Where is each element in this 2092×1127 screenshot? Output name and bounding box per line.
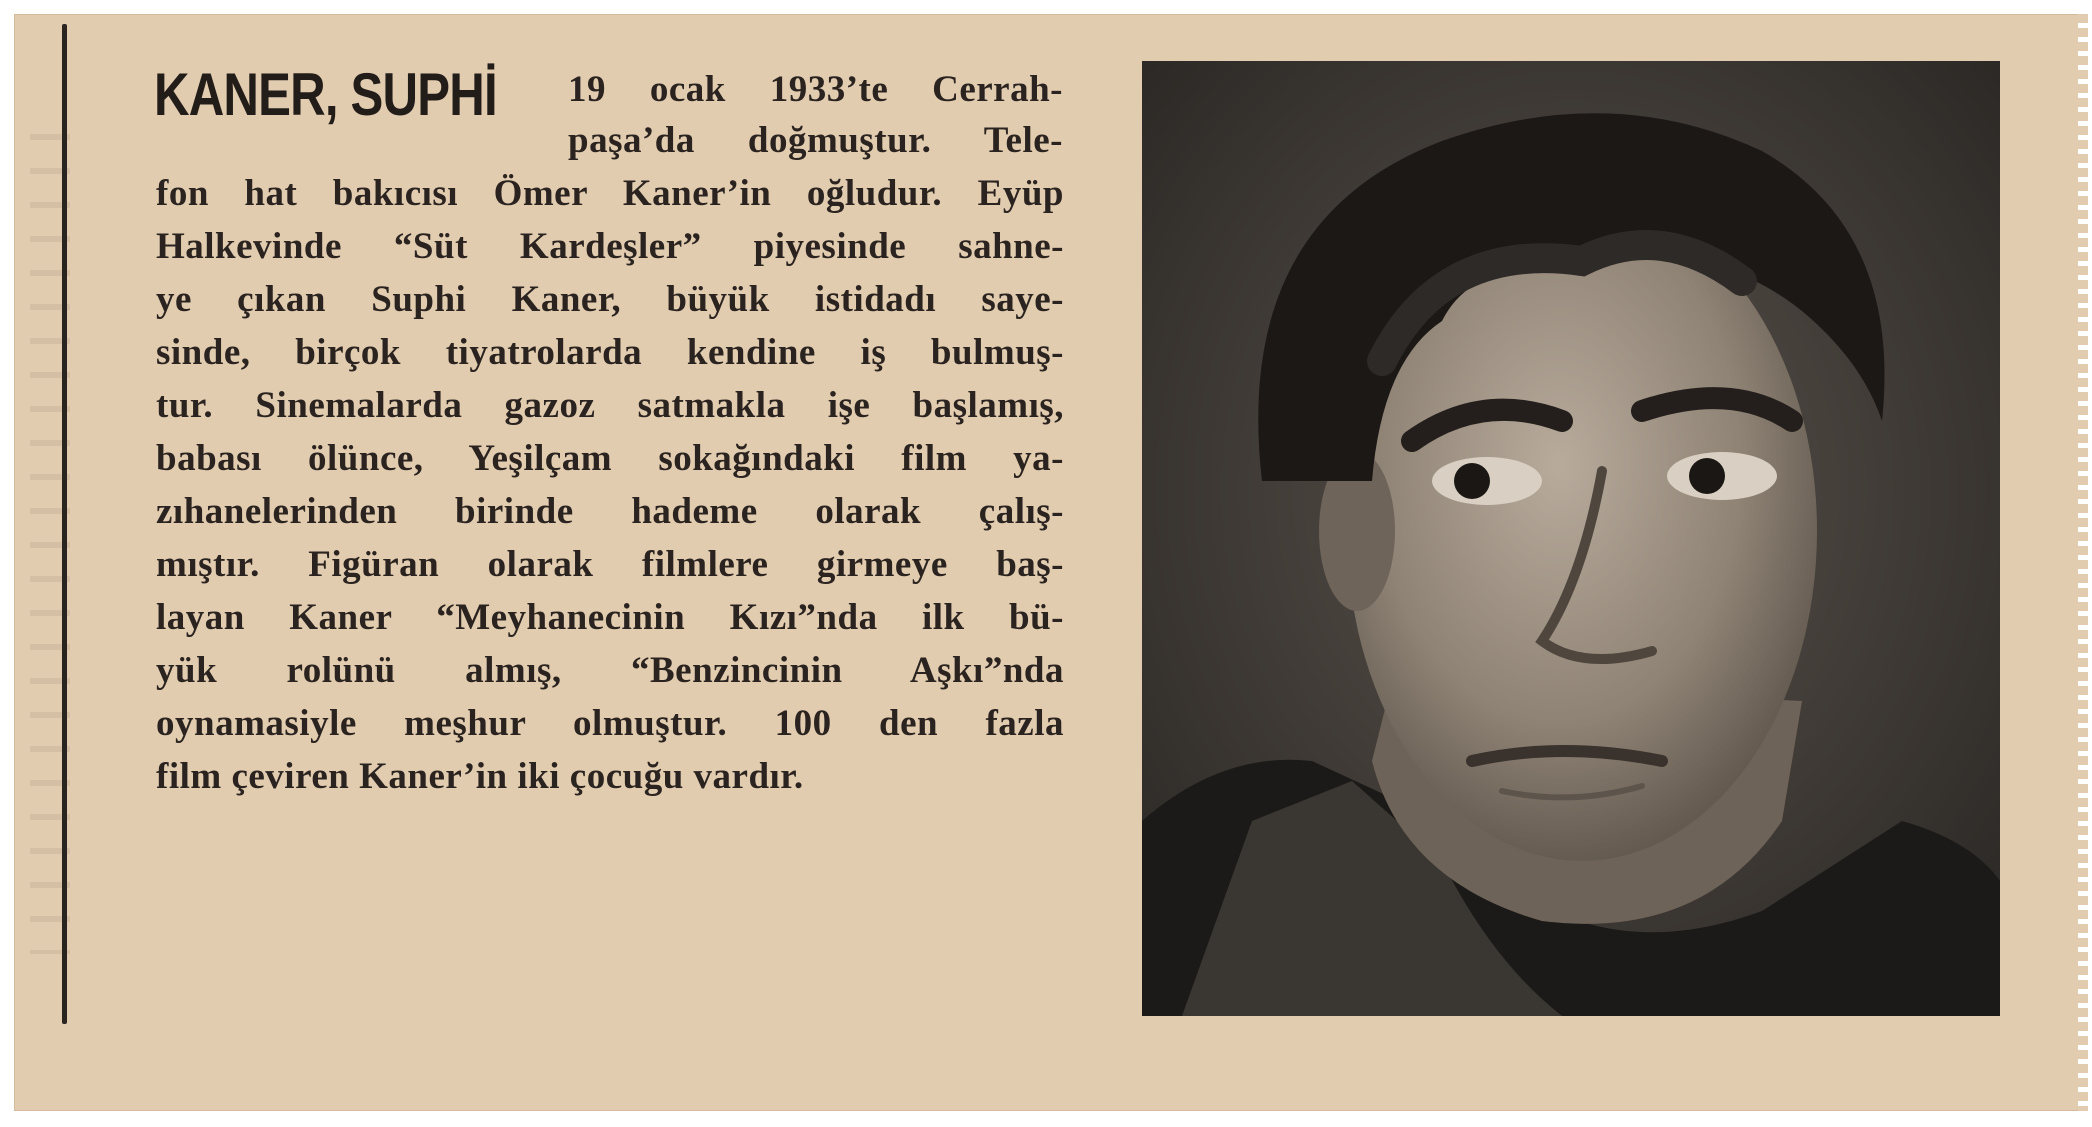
vertical-rule: [62, 24, 67, 1024]
bio-line-5: ye çıkan Suphi Kaner, büyük istidadı saye-: [156, 279, 1064, 320]
bio-line-11: layan Kaner “Meyhanecinin Kızı”nda ilk bü-: [156, 597, 1064, 638]
bio-line-1: 19 ocak 1933’te Cerrah-: [568, 69, 1063, 110]
bio-line-2: paşa’da doğmuştur. Tele-: [568, 120, 1063, 161]
portrait-illustration: [1142, 61, 2000, 1016]
bio-line-10: mıştır. Figüran olarak filmlere girmeye baş-: [156, 544, 1064, 585]
bio-line-8: babası ölünce, Yeşilçam sokağındaki film ya-: [156, 438, 1064, 479]
portrait-photo: [1142, 61, 2000, 1016]
bio-line-6: sinde, birçok tiyatrolarda kendine iş bulmuş-: [156, 332, 1064, 373]
bio-line-13: oynamasiyle meşhur olmuştur. 100 den fazla: [156, 703, 1064, 744]
name-heading: KANER, SUPHİ: [154, 61, 497, 128]
bio-line-14: film çeviren Kaner’in iki çocuğu vardır.: [156, 756, 804, 797]
bio-line-3: fon hat bakıcısı Ömer Kaner’in oğludur. Eyüp: [156, 173, 1064, 214]
bio-line-4: Halkevinde “Süt Kardeşler” piyesinde sahne-: [156, 226, 1064, 267]
bio-line-9: zıhanelerinden birinde hademe olarak çalış-: [156, 491, 1064, 532]
bio-line-12: yük rolünü almış, “Benzincinin Aşkı”nda: [156, 650, 1064, 691]
bio-line-7: tur. Sinemalarda gazoz satmakla işe başlamış,: [156, 385, 1064, 426]
